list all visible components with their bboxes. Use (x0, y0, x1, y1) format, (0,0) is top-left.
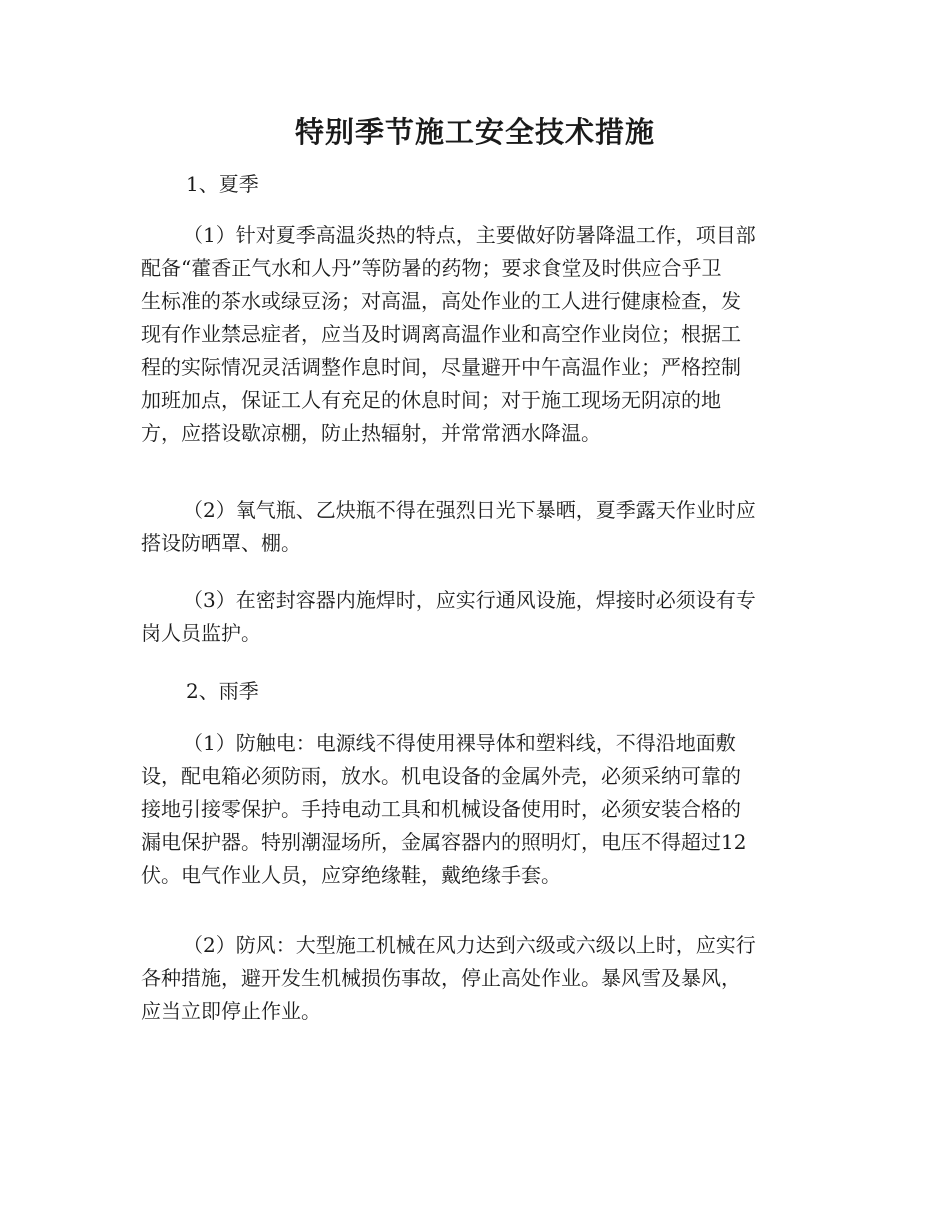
paragraph-line: 应当立即停止作业。 (141, 999, 321, 1023)
paragraph-line: 方，应搭设歇凉棚，防止热辐射，并常常洒水降温。 (141, 421, 601, 445)
paragraph-line: 各种措施，避开发生机械损伤事故，停止高处作业。暴风雪及暴风， (141, 966, 741, 990)
paragraph-line: （1）防触电：电源线不得使用裸导体和塑料线，不得沿地面敷 (183, 731, 736, 755)
paragraph-line: （2）氧气瓶、乙炔瓶不得在强烈日光下暴晒，夏季露天作业时应 (183, 498, 756, 522)
paragraph-line: 接地引接零保护。手持电动工具和机械设备使用时，必须安装合格的 (141, 797, 741, 821)
paragraph-line: 生标准的茶水或绿豆汤；对高温，高处作业的工人进行健康检查，发 (141, 289, 741, 313)
paragraph-line: （3）在密封容器内施焊时，应实行通风设施，焊接时必须设有专 (183, 588, 756, 612)
paragraph-summer-2 (141, 494, 809, 560)
paragraph-line: （1）针对夏季高温炎热的特点，主要做好防暑降温工作，项目部 (183, 223, 756, 247)
section-heading-summer: 1、夏季 (186, 172, 259, 196)
paragraph-line: 配备“藿香正气水和人丹”等防暑的药物；要求食堂及时供应合乎卫 (141, 256, 722, 280)
paragraph-rainy-1 (141, 727, 809, 892)
paragraph-line: 加班加点，保证工人有充足的休息时间；对于施工现场无阴凉的地 (141, 388, 721, 412)
paragraph-line: 漏电保护器。特别潮湿场所，金属容器内的照明灯，电压不得超过12 (141, 830, 747, 854)
paragraph-line: 岗人员监护。 (141, 621, 261, 645)
paragraph-line: 程的实际情况灵活调整作息时间，尽量避开中午高温作业；严格控制 (141, 355, 741, 379)
paragraph-line: 伏。电气作业人员，应穿绝缘鞋，戴绝缘手套。 (141, 863, 561, 887)
paragraph-summer-1 (141, 219, 809, 450)
paragraph-summer-3 (141, 584, 809, 650)
paragraph-line: （2）防风：大型施工机械在风力达到六级或六级以上时，应实行 (183, 933, 756, 957)
paragraph-line: 搭设防晒罩、棚。 (141, 531, 301, 555)
document-title: 特别季节施工安全技术措施 (294, 115, 655, 149)
section-heading-rainy: 2、雨季 (186, 679, 259, 703)
paragraph-line: 设，配电箱必须防雨，放水。机电设备的金属外壳，必须采纳可靠的 (141, 764, 741, 788)
paragraph-rainy-2 (141, 929, 809, 1028)
paragraph-line: 现有作业禁忌症者，应当及时调离高温作业和高空作业岗位；根据工 (141, 322, 741, 346)
